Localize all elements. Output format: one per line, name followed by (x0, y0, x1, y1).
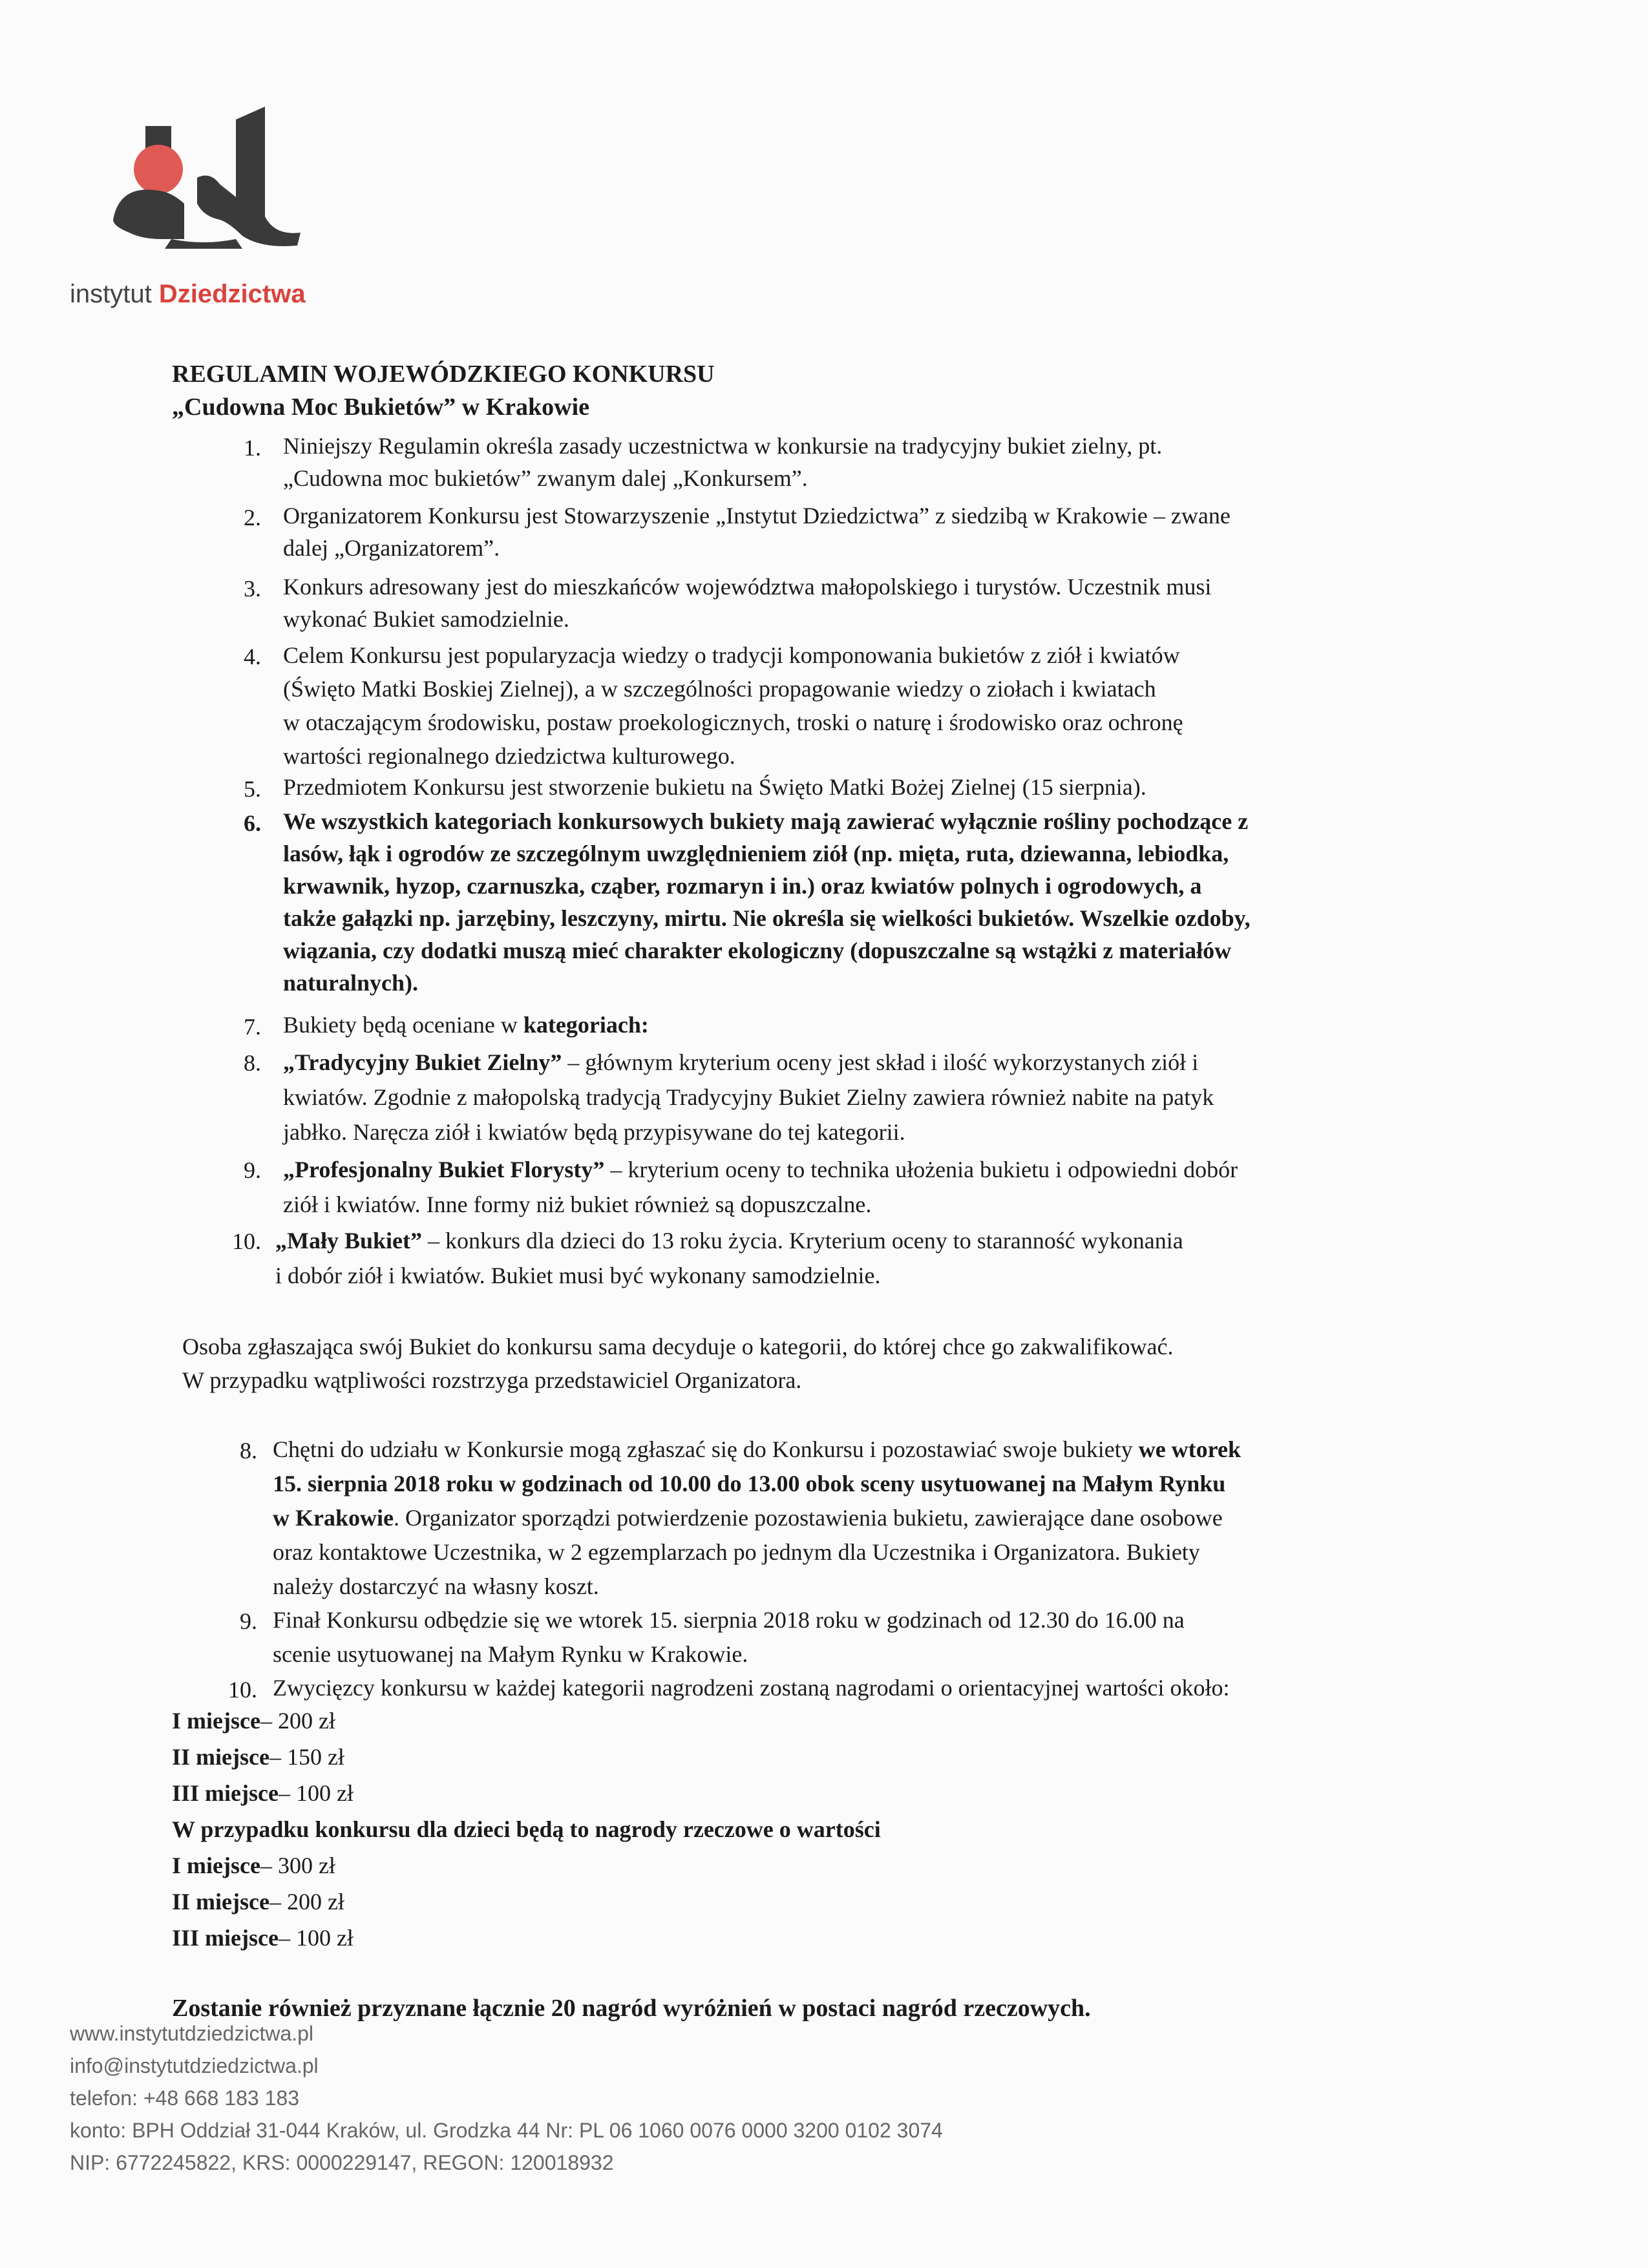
prize-value: – 100 zł (278, 1925, 354, 1951)
item-text (273, 1433, 1241, 1604)
email-link[interactable]: info@instytutdziedzictwa.pl (70, 2054, 319, 2077)
item-bold: w Krakowie (273, 1505, 394, 1531)
item-text (283, 430, 1162, 494)
item-line: Zwycięzcy konkursu w każdej kategorii nagrodzeni zostaną nagrodami o orientacyjnej wartości około: (273, 1675, 1230, 1701)
item-line: i dobór ziół i kwiatów. Bukiet musi być wykonany samodzielnie. (275, 1263, 881, 1288)
item-number: 10. (232, 1228, 261, 1254)
item-line: 15. sierpnia 2018 roku w godzinach od 10.00 do 13.00 obok sceny usytuowanej na Małym Rynku (273, 1471, 1226, 1496)
item-bold: we wtorek (1138, 1436, 1241, 1462)
prize-value: – 200 zł (269, 1889, 344, 1915)
note-line: Osoba zgłaszająca swój Bukiet do konkursu sama decyduje o kategorii, do której chce go zakwalifikować. (182, 1334, 1174, 1360)
prize-label: III miejsce (172, 1780, 279, 1806)
item-text (283, 638, 1183, 773)
contact-footer (70, 2017, 943, 2179)
item-text (273, 1672, 1229, 1704)
item-line: wiązania, czy dodatki muszą mieć charakter ekologiczny (dopuszczalne są wstążki z materiałów (283, 938, 1232, 963)
phone-number: telefon: +48 668 183 183 (70, 2086, 299, 2110)
item-number: 9. (244, 1157, 261, 1183)
kids-prize-3 (172, 1924, 354, 1951)
item-bold: „Tradycyjny Bukiet Zielny” (283, 1049, 562, 1075)
item-number: 8. (244, 1050, 261, 1076)
item-line: (Święto Matki Boskiej Zielnej), a w szczególności propagowanie wiedzy o ziołach i kwiatach (283, 676, 1156, 702)
item-text (283, 571, 1211, 635)
item-line: także gałązki np. jarzębiny, leszczyny, mirtu. Nie określa się wielkości bukietów. Wszelkie ozdoby, (283, 905, 1251, 931)
item-line: „Cudowna moc bukietów” zwanym dalej „Konkursem”. (283, 465, 808, 491)
item-line: oraz kontaktowe Uczestnika, w 2 egzemplarzach po jednym dla Uczestnika i Organizatora. Bukiety (273, 1539, 1200, 1565)
brand-highlight: Dziedzictwa (158, 280, 306, 308)
item-line: scenie usytuowanej na Małym Rynku w Krakowie. (273, 1641, 748, 1667)
prize-label: II miejsce (172, 1744, 269, 1770)
item-line: krwawnik, hyzop, czarnuszka, cząber, rozmaryn i in.) oraz kwiatów polnych i ogrodowych, a (283, 873, 1202, 899)
item-text (273, 1603, 1185, 1672)
item-line: Chętni do udziału w Konkursie mogą zgłaszać się do Konkursu i pozostawiać swoje bukiety (273, 1436, 1139, 1462)
item-line: wykonać Bukiet samodzielnie. (283, 606, 569, 632)
prize-value: – 150 zł (269, 1744, 344, 1770)
item-number: 6. (244, 810, 261, 836)
item-number: 5. (244, 776, 261, 802)
kids-prize-heading: W przypadku konkursu dla dzieci będą to nagrody rzeczowe o wartości (172, 1816, 881, 1842)
institute-logo (107, 107, 330, 249)
item-number: 9. (240, 1608, 257, 1634)
item-line: – kryterium oceny to technika ułożenia bukietu i odpowiedni dobór (604, 1157, 1238, 1182)
kids-prize-2 (172, 1888, 344, 1915)
item-line: dalej „Organizatorem”. (283, 535, 500, 561)
prize-value: – 200 zł (260, 1708, 335, 1734)
document-subtitle: „Cudowna Moc Bukietów” w Krakowie (172, 394, 590, 421)
item-line: Finał Konkursu odbędzie się we wtorek 15. sierpnia 2018 roku w godzinach od 12.30 do 16.00 na (273, 1607, 1185, 1633)
item-line: lasów, łąk i ogrodów ze szczególnym uwzględnieniem ziół (np. mięta, ruta, dziewanna, lebiodka, (283, 841, 1229, 866)
prize-1 (172, 1707, 335, 1734)
prize-value: – 300 zł (260, 1853, 335, 1878)
item-line: naturalnych). (283, 970, 419, 996)
document-title: REGULAMIN WOJEWÓDZKIEGO KONKURSU (172, 361, 715, 388)
item-text (283, 805, 1251, 999)
item-number: 3. (244, 576, 261, 602)
registration-ids: NIP: 6772245822, KRS: 0000229147, REGON: 120018932 (70, 2151, 614, 2174)
item-line: . Organizator sporządzi potwierdzenie pozostawienia bukietu, zawierające dane osobowe (393, 1505, 1223, 1531)
item-line: We wszystkich kategoriach konkursowych bukiety mają zawierać wyłącznie rośliny pochodzące z (283, 808, 1249, 834)
item-line: wartości regionalnego dziedzictwa kulturowego. (283, 743, 735, 769)
kids-prize-1 (172, 1852, 335, 1879)
prize-label: I miejsce (172, 1853, 260, 1878)
prize-value: – 100 zł (278, 1780, 354, 1806)
item-number: 8. (240, 1438, 257, 1464)
item-line: Niniejszy Regulamin określa zasady uczestnictwa w konkursie na tradycyjny bukiet zielny, pt. (283, 433, 1163, 459)
item-line: – konkurs dla dzieci do 13 roku życia. Kryterium oceny to staranność wykonania (422, 1228, 1183, 1254)
item-line: Bukiety będą oceniane w (283, 1012, 523, 1038)
category-note (182, 1330, 1174, 1397)
prize-3 (172, 1780, 354, 1807)
prize-2 (172, 1743, 344, 1770)
prize-label: II miejsce (172, 1889, 269, 1915)
item-bold: „Profesjonalny Bukiet Florysty” (283, 1157, 605, 1182)
item-bold: „Mały Bukiet” (275, 1228, 423, 1254)
item-number: 7. (244, 1014, 261, 1040)
item-line: należy dostarczyć na własny koszt. (273, 1573, 599, 1599)
item-number: 1. (244, 435, 261, 461)
item-text (283, 771, 1146, 803)
brand-name (70, 280, 306, 309)
item-line: kwiatów. Zgodnie z małopolską tradycją Tradycyjny Bukiet Zielny zawiera również nabite na patyk (283, 1084, 1214, 1110)
item-text (283, 1009, 649, 1041)
item-line: Konkurs adresowany jest do mieszkańców województwa małopolskiego i turystów. Uczestnik musi (283, 574, 1212, 600)
item-text (283, 499, 1231, 564)
item-number: 4. (244, 644, 261, 669)
item-line: Celem Konkursu jest popularyzacja wiedzy o tradycji komponowania bukietów z ziół i kwiatów (283, 642, 1180, 668)
note-line: W przypadku wątpliwości rozstrzyga przedstawiciel Organizatora. (182, 1367, 802, 1393)
item-text (283, 1045, 1214, 1150)
item-line: w otaczającym środowisku, postaw proekologicznych, troski o naturę i środowisko oraz ochronę (283, 709, 1183, 735)
item-line: ziół i kwiatów. Inne formy niż bukiet również są dopuszczalne. (283, 1192, 872, 1217)
item-text (283, 1152, 1238, 1222)
item-line: Przedmiotem Konkursu jest stworzenie bukietu na Święto Matki Bożej Zielnej (15 sierpnia). (283, 774, 1146, 800)
item-line: – głównym kryterium oceny jest skład i ilość wykorzystanych ziół i (562, 1049, 1199, 1075)
item-bold: kategoriach: (523, 1012, 649, 1038)
bank-account: konto: BPH Oddział 31-044 Kraków, ul. Grodzka 44 Nr: PL 06 1060 0076 0000 3200 0102 3074 (70, 2119, 943, 2142)
item-number: 2. (244, 505, 261, 530)
item-line: Organizatorem Konkursu jest Stowarzyszenie „Instytut Dziedzictwa” z siedzibą w Krakowie – zwane (283, 503, 1231, 529)
website-link[interactable]: www.instytutdziedzictwa.pl (70, 2022, 314, 2045)
brand-prefix: instytut (70, 280, 152, 308)
prize-label: I miejsce (172, 1708, 260, 1734)
final-note: Zostanie również przyznane łącznie 20 nagród wyróżnień w postaci nagród rzeczowych. (172, 1995, 1091, 2022)
item-number: 10. (228, 1677, 257, 1703)
item-text (275, 1223, 1183, 1293)
prize-label: III miejsce (172, 1925, 279, 1951)
item-line: jabłko. Naręcza ziół i kwiatów będą przypisywane do tej kategorii. (283, 1119, 905, 1145)
